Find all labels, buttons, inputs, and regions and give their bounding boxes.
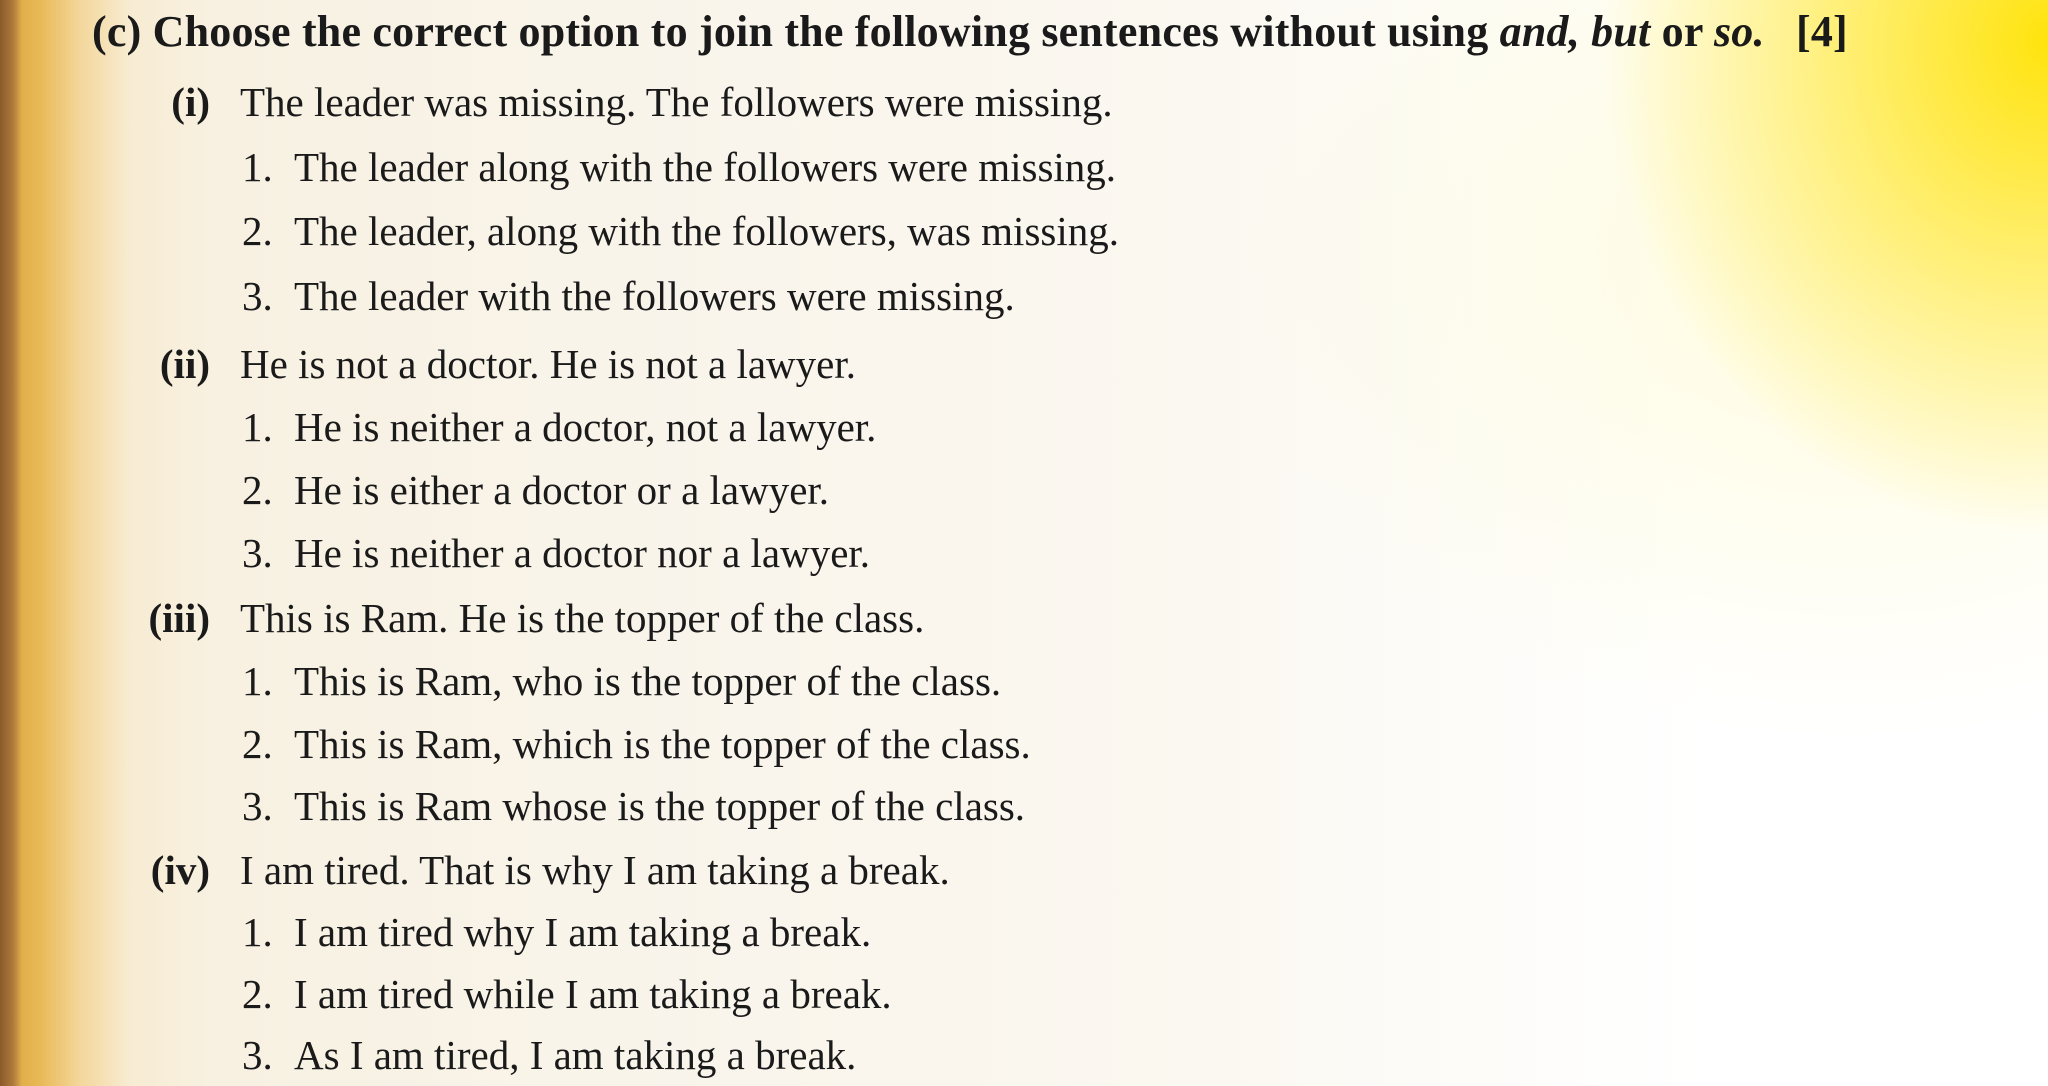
option-text: He is neither a doctor, not a lawyer.: [294, 404, 877, 450]
question-heading: [92, 6, 1848, 57]
question-label-iii: (iii): [148, 595, 210, 641]
option-iv-1: [242, 908, 871, 956]
option-number: 3.: [242, 530, 273, 576]
heading-and-word: and,: [1499, 7, 1580, 56]
option-number: 1.: [242, 404, 273, 450]
question-label-iv: (iv): [150, 847, 210, 893]
question-prompt-ii: He is not a doctor. He is not a lawyer.: [240, 341, 857, 387]
option-text: I am tired why I am taking a break.: [294, 909, 872, 955]
option-i-2: [242, 207, 1119, 255]
option-text: The leader along with the followers were missing.: [294, 144, 1117, 190]
option-number: 1.: [242, 909, 273, 955]
option-number: 3.: [242, 1032, 273, 1078]
question-label-ii: (ii): [159, 341, 210, 387]
heading-text: Choose the correct option to join the following sentences without using: [152, 7, 1500, 56]
book-spine-shadow: [0, 0, 22, 1086]
option-text: The leader, along with the followers, was missing.: [294, 208, 1120, 254]
heading-label: (c): [92, 7, 142, 56]
option-number: 2.: [242, 467, 273, 513]
option-number: 2.: [242, 208, 273, 254]
option-text: As I am tired, I am taking a break.: [294, 1032, 857, 1078]
option-iv-3: [242, 1031, 856, 1079]
option-text: He is either a doctor or a lawyer.: [294, 467, 830, 513]
option-ii-1: [242, 403, 876, 451]
option-i-1: [242, 143, 1116, 191]
option-iii-1: [242, 657, 1001, 705]
option-number: 3.: [242, 273, 273, 319]
heading-or-word: or: [1650, 7, 1714, 56]
option-number: 1.: [242, 658, 273, 704]
option-number: 2.: [242, 721, 273, 767]
option-iv-2: [242, 970, 892, 1018]
option-text: He is neither a doctor nor a lawyer.: [294, 530, 871, 576]
marks-badge: [4]: [1796, 7, 1848, 56]
heading-so-word: so.: [1713, 7, 1765, 56]
option-iii-2: [242, 720, 1031, 768]
option-text: This is Ram, which is the topper of the class.: [294, 721, 1031, 767]
option-text: I am tired while I am taking a break.: [294, 971, 892, 1017]
option-text: This is Ram, who is the topper of the class.: [294, 658, 1002, 704]
option-i-3: [242, 272, 1015, 320]
option-ii-2: [242, 466, 829, 514]
heading-but-word: but: [1591, 7, 1651, 56]
question-prompt-iii: This is Ram. He is the topper of the class.: [240, 595, 925, 641]
question-label-i: (i): [171, 79, 210, 125]
option-text: This is Ram whose is the topper of the class.: [294, 783, 1026, 829]
option-iii-3: [242, 782, 1025, 830]
option-number: 1.: [242, 144, 273, 190]
option-text: The leader with the followers were missing.: [294, 273, 1015, 319]
option-ii-3: [242, 529, 870, 577]
option-number: 3.: [242, 783, 273, 829]
question-prompt-i: The leader was missing. The followers were missing.: [240, 79, 1113, 125]
question-prompt-iv: I am tired. That is why I am taking a break.: [240, 847, 950, 893]
option-number: 2.: [242, 971, 273, 1017]
